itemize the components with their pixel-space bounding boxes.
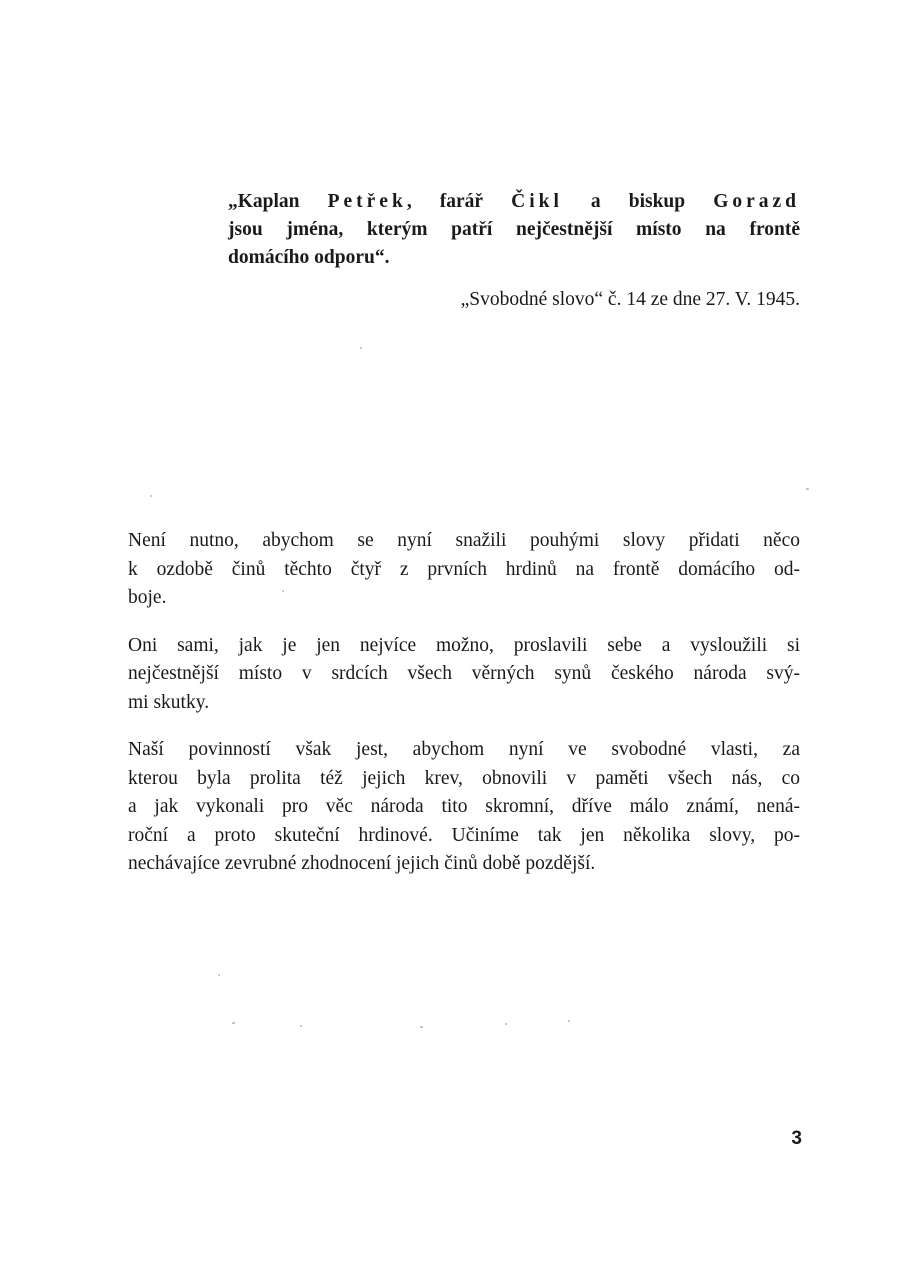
epigraph-quote (228, 188, 800, 272)
scan-speck (218, 974, 220, 976)
paragraph-line: mi skutky. (128, 691, 210, 713)
page-number: 3 (791, 1128, 802, 1149)
epigraph-source: „Svobodné slovo“ č. 14 ze dne 27. V. 1945. (460, 289, 800, 310)
epigraph-text: a biskup (562, 191, 714, 212)
scan-speck (806, 488, 809, 490)
scan-speck (568, 1020, 570, 1022)
paragraph-line: nechávajíce zevrubné zhodnocení jejich činů době pozdější. (128, 853, 596, 874)
paragraph-line: Není nutno, abychom se nyní snažili pouhými slovy přidati něco (128, 530, 800, 551)
paragraph-1 (128, 527, 800, 613)
epigraph-line-3: domácího odporu“. (228, 247, 390, 268)
paragraph-line: Naší povinností však jest, abychom nyní ve svobodné vlasti, za (128, 739, 800, 760)
epigraph-name-gorazd: Gorazd (713, 191, 801, 212)
epigraph-line-1 (228, 188, 800, 216)
paragraph-line: kterou byla prolita též jejich krev, obnovili v paměti všech nás, co (128, 767, 800, 789)
scan-speck (420, 1026, 423, 1028)
paragraph-line: roční a proto skuteční hrdinové. Učiníme tak jen několika slovy, po- (128, 824, 800, 846)
scan-speck (232, 1022, 235, 1024)
paragraph-line: boje. (128, 587, 167, 608)
epigraph-name-cikl: Čikl (511, 191, 563, 212)
paragraph-line: nejčestnější místo v srdcích všech věrných synů českého národa svý- (128, 663, 800, 684)
epigraph-name-petrek: Petřek (327, 191, 407, 212)
scan-speck (150, 495, 152, 497)
epigraph-line-2: jsou jména, kterým patří nejčestnější místo na frontě (228, 219, 800, 240)
scan-speck (282, 590, 284, 592)
paragraph-line: Oni sami, jak je jen nejvíce možno, proslavili sebe a vysloužili si (128, 634, 800, 656)
paragraph-line: a jak vykonali pro věc národa tito skromní, dříve málo známí, nená- (128, 796, 800, 817)
epigraph-text: „Kaplan (228, 191, 328, 212)
paragraph-3 (128, 736, 800, 879)
scan-speck (360, 347, 362, 349)
paragraph-line: k ozdobě činů těchto čtyř z prvních hrdinů na frontě domácího od- (128, 558, 800, 580)
scan-speck (300, 1025, 302, 1027)
paragraph-2 (128, 632, 800, 718)
epigraph-text: , farář (406, 191, 512, 212)
body-text (128, 527, 800, 898)
scan-speck (505, 1023, 507, 1025)
